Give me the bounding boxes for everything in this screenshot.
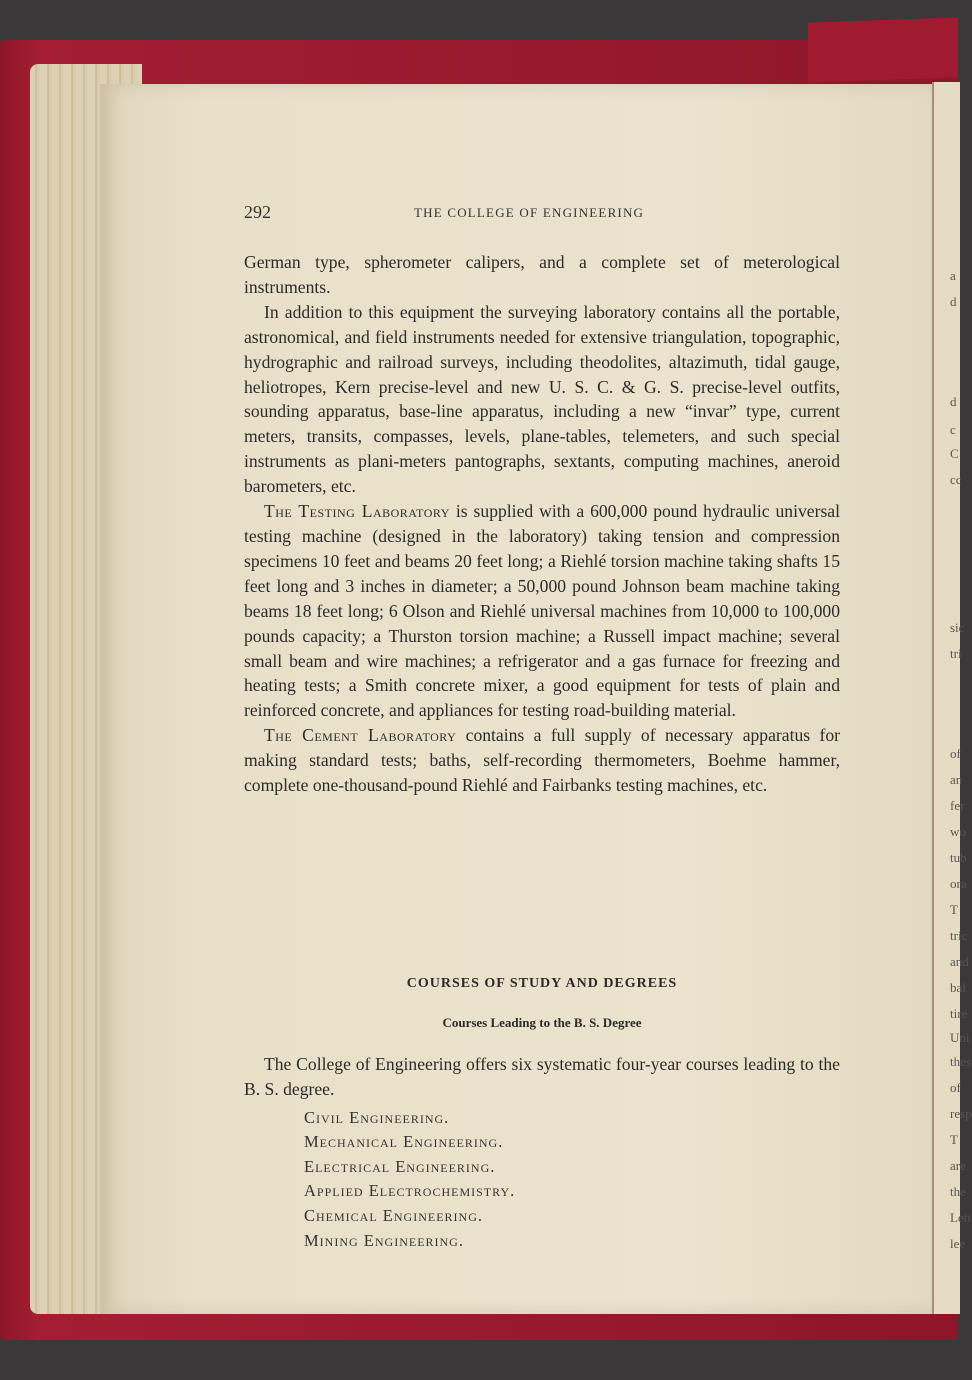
- page-number: 292: [244, 202, 271, 222]
- adjacent-fragment: of: [950, 1080, 961, 1095]
- adjacent-fragment: lee: [950, 1236, 966, 1251]
- adjacent-fragment: T: [950, 902, 958, 917]
- testing-lab-lead: The Testing Laboratory: [264, 501, 450, 522]
- cement-lab-body: contains a full supply of necessary apparatus for making standard tests; baths, self-recording thermometers, Boehme hammer, complete one-thousand-pound Riehlé and Fairbanks testing machines, etc.: [244, 725, 840, 796]
- adjacent-fragment: tire: [950, 1006, 968, 1021]
- adjacent-fragment: Uni: [950, 1030, 970, 1045]
- course-item: Applied Electrochemistry.: [304, 1181, 516, 1201]
- course-item: Civil Engineering.: [304, 1107, 450, 1127]
- section-heading: COURSES OF STUDY AND DEGREES: [406, 976, 678, 991]
- paragraph-surveying: In addition to this equipment the surveying laboratory contains all the portable, astronomical, and field instruments needed for extensive triangulation, topographic, hydrographic and railroad surveys, including theodolites, altazimuth, tidal gauge, heliotropes, Kern precise-level and new U. S. C. & G. S. precise-level outfits, sounding apparatus, base-line apparatus, including a new “invar” type, current meters, transits, compasses, levels, plane-tables, telemeters, and such special instruments as plani-meters pantographs, sextants, computing machines, aneroid barometers, etc.: [244, 301, 840, 497]
- course-item: Mechanical Engineering.: [304, 1132, 504, 1152]
- adjacent-fragment: an: [950, 772, 963, 787]
- adjacent-fragment: sic: [950, 620, 965, 635]
- adjacent-fragment: ora: [950, 876, 967, 891]
- paragraph-testing-lab: [244, 499, 840, 723]
- adjacent-fragment: of: [950, 746, 961, 761]
- adjacent-fragment: tri: [950, 646, 962, 661]
- adjacent-fragment: C: [950, 446, 959, 461]
- adjacent-fragment: the: [950, 1184, 966, 1199]
- adjacent-fragment: bal: [950, 980, 966, 995]
- adjacent-fragment: cc: [950, 472, 962, 487]
- courses-section: [244, 972, 840, 1253]
- adjacent-fragment: T: [950, 1132, 958, 1147]
- adjacent-fragment: are: [950, 1158, 966, 1173]
- adjacent-fragment: Lett: [950, 1210, 971, 1225]
- adjacent-fragment: d: [950, 394, 957, 409]
- adjacent-fragment: fer: [950, 798, 965, 813]
- paragraph-cement-lab: [244, 723, 840, 798]
- adjacent-fragment: c: [950, 422, 956, 437]
- book-cover-corner: [808, 17, 958, 82]
- body-text: [244, 250, 840, 798]
- running-title: THE COLLEGE OF ENGINEERING: [414, 205, 645, 220]
- page-header: [244, 202, 694, 226]
- adjacent-fragment: tub: [950, 850, 967, 865]
- adjacent-fragment: thes: [950, 1054, 971, 1069]
- adjacent-fragment: d: [950, 294, 957, 309]
- course-item: Mining Engineering.: [304, 1230, 464, 1250]
- adjacent-fragment: resp: [950, 1106, 972, 1121]
- section-subheading: Courses Leading to the B. S. Degree: [442, 1014, 642, 1030]
- testing-lab-body: is supplied with a 600,000 pound hydraulic universal testing machine (designed in the laboratory) taking tension and compression specimens 10 feet and beams 20 feet long; a Riehlé torsion machine taking shafts 15 feet long and 3 inches in diameter; a 50,000 pound Johnson beam machine taking beams 18 feet long; 6 Olson and Riehlé universal machines from 10,000 to 100,000 pounds capacity; a Thurston torsion machine; a Russell impact machine; several small beam and wire machines; a refrigerator and a gas furnace for freezing and heating tests; a Smith concrete mixer, a good equipment for tests of plain and reinforced concrete, and appliances for testing road-building material.: [244, 501, 840, 721]
- course-list: [244, 1106, 840, 1254]
- adjacent-fragment: a: [950, 268, 956, 283]
- adjacent-fragment: and: [950, 954, 969, 969]
- courses-intro: The College of Engineering offers six systematic four-year courses leading to the B. S. degree.: [244, 1053, 840, 1099]
- adjacent-fragment: wo: [950, 824, 966, 839]
- paragraph-instruments: German type, spherometer calipers, and a complete set of meterological instruments.: [244, 252, 840, 297]
- cement-lab-lead: The Cement Laboratory: [264, 725, 457, 746]
- adjacent-fragment: tric: [950, 928, 968, 943]
- course-item: Electrical Engineering.: [304, 1156, 496, 1176]
- course-item: Chemical Engineering.: [304, 1206, 483, 1225]
